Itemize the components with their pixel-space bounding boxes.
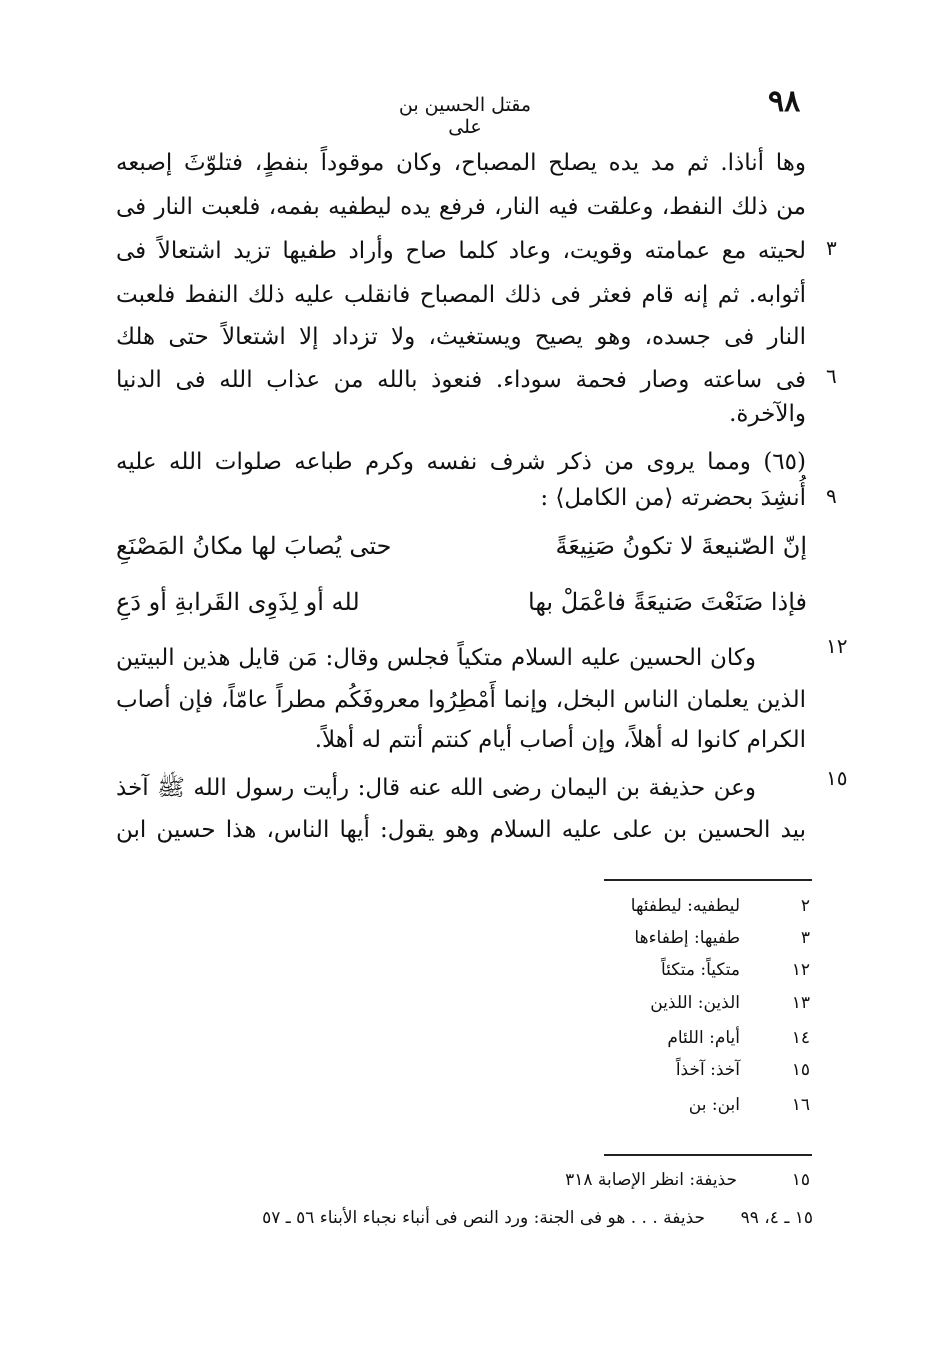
variant-line-number: ١٤: [791, 1028, 810, 1048]
note-text: حذيفة: انظر الإصابة ٣١٨: [565, 1170, 737, 1190]
text-line: (٦٥) ومما يروى من ذكر شرف نفسه وكرم طباعه صلوات الله عليه: [116, 449, 806, 475]
text-line: والآخرة.: [729, 401, 806, 427]
note-text: حذيفة . . . هو فى الجنة: ورد النص فى أنباء نجباء الأبناء ٥٦ ـ ٥٧: [262, 1208, 705, 1228]
variant-reading: ابن: بن: [688, 1095, 740, 1115]
line-number: ٦: [826, 364, 837, 388]
text-line: الكرام كانوا له أهلاً، وإن أصاب أيام كنتم أنتم له أهلاً.: [314, 727, 806, 753]
line-number: ١٥: [826, 766, 848, 790]
variant-reading: متكياً: متكئاً: [661, 960, 740, 980]
variant-line-number: ٣: [800, 928, 810, 948]
text-line: بيد الحسين بن على عليه السلام وهو يقول: أيها الناس، هذا حسين ابن: [116, 817, 806, 843]
text-line: وعن حذيفة بن اليمان رضى الله عنه قال: رأيت رسول الله ﷺ آخذ: [116, 775, 756, 801]
line-number: ٩: [826, 484, 837, 508]
text-line: لحيته مع عمامته وقويت، وعاد كلما صاح وأراد طفيها تزيد اشتعالاً فى: [116, 238, 806, 264]
text-line: النار فى جسده، وهو يصيح ويستغيث، ولا تزداد إلا اشتعالاً حتى هلك: [116, 324, 806, 350]
variant-line-number: ٢: [800, 896, 810, 916]
variant-reading: أيام: اللئام: [667, 1028, 740, 1048]
verse-hemistich: فإذا صَنَعْتَ صَنيعَةً فاعْمَلْ بها: [528, 588, 807, 616]
text-line: أثوابه. ثم إنه قام فعثر فى ذلك المصباح فانقلب عليه ذلك النفط فلعبت: [116, 282, 806, 308]
line-number: ٣: [826, 236, 837, 260]
variant-reading: آخذ: آخذاً: [675, 1060, 740, 1080]
text-line: وها أناذا. ثم مد يده يصلح المصباح، وكان موقوداً بنفطٍ، فتلوّثَ إصبعه: [116, 150, 806, 176]
footnote-divider: [604, 879, 812, 881]
verse-hemistich: حتى يُصابَ لها مكانُ المَصْنَعِ: [116, 532, 392, 560]
text-line: وكان الحسين عليه السلام متكياً فجلس وقال: مَن قايل هذين البيتين: [116, 645, 756, 671]
verse-hemistich: لله أو لِذَوِى القَرابةِ أو دَعِ: [116, 588, 360, 616]
page-number: ٩٨: [768, 84, 801, 119]
variant-reading: طفيها: إطفاءها: [634, 928, 740, 948]
variant-line-number: ١٦: [791, 1095, 810, 1115]
variant-line-number: ١٣: [791, 993, 810, 1013]
text-line: من ذلك النفط، وعلقت فيه النار، فرفع يده ليطفيه بفمه، فلعبت النار فى: [116, 194, 806, 220]
notes-divider: [604, 1154, 812, 1156]
text-line: أُنشِدَ بحضرته ⟨من الكامل⟩ :: [540, 485, 806, 511]
note-line-number: ١٥ ـ ٤، ٩٩: [740, 1208, 813, 1228]
running-title: مقتل الحسين بن على: [398, 94, 532, 138]
text-line: الذين يعلمان الناس البخل، وإنما أَمْطِرُوا معروفَكُم مطراً عامّاً، فإن أصاب: [116, 687, 806, 713]
line-number: ١٢: [826, 634, 848, 658]
note-line-number: ١٥: [791, 1170, 810, 1190]
text-line: فى ساعته وصار فحمة سوداء. فنعوذ بالله من عذاب الله فى الدنيا: [116, 367, 806, 393]
verse-hemistich: إنّ الصّنيعةَ لا تكونُ صَنِيعَةً: [555, 532, 807, 560]
variant-line-number: ١٥: [791, 1060, 810, 1080]
variant-reading: الذين: اللذين: [650, 993, 740, 1013]
variant-line-number: ١٢: [791, 960, 810, 980]
variant-reading: ليطفيه: ليطفئها: [630, 896, 740, 916]
